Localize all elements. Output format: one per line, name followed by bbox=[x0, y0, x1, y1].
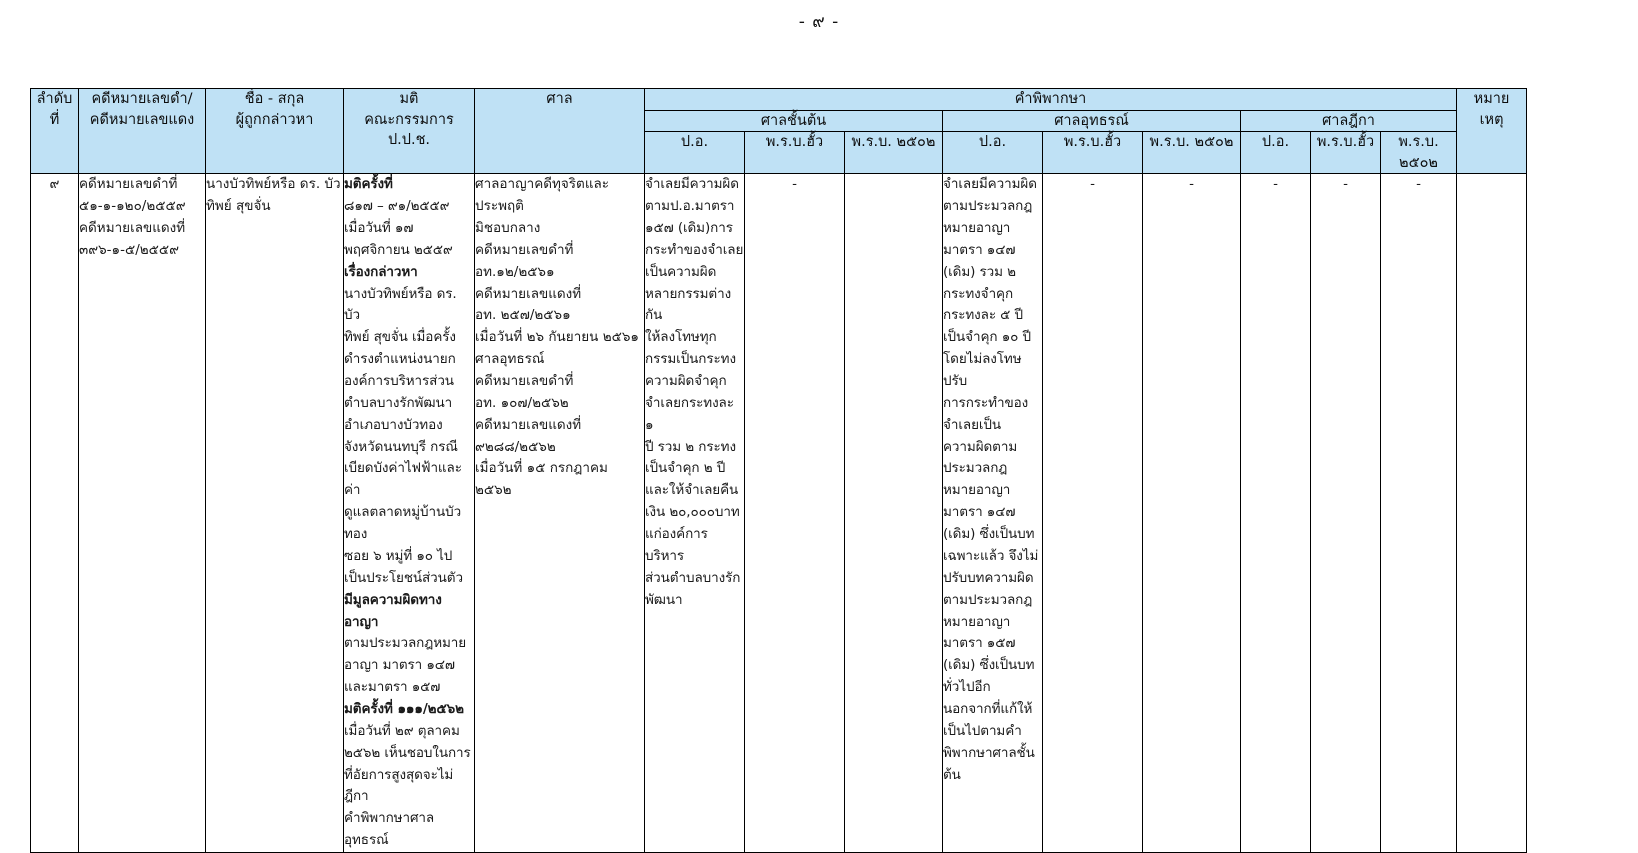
text-line: ๕๑-๑-๑๒๐/๒๕๕๙ bbox=[79, 198, 186, 215]
text-line: กระทงจำคุก bbox=[943, 285, 1014, 302]
header-appeal-prb-hua: พ.ร.บ.ฮั้ว bbox=[1043, 132, 1143, 174]
header-verdict-group: คำพิพากษา bbox=[645, 89, 1457, 111]
text-line: จำเลยมีความผิด bbox=[645, 176, 739, 193]
text-line: หมายอาญา bbox=[943, 613, 1011, 630]
header-supreme-prb-2502: พ.ร.บ. ๒๕๐๒ bbox=[1381, 132, 1457, 174]
table-body bbox=[31, 174, 1527, 853]
header-nacc-resolution: มติ คณะกรรมการ ป.ป.ช. bbox=[344, 89, 475, 174]
text-line: เมื่อวันที่ ๒๙ ตุลาคม bbox=[344, 722, 460, 739]
text-line: คดีหมายเลขแดงที่ bbox=[475, 416, 582, 433]
header-accused-name: ชื่อ - สกุล ผู้ถูกกล่าวหา bbox=[206, 89, 344, 174]
text-line: เมื่อวันที่ ๒๖ กันยายน ๒๕๖๑ bbox=[475, 329, 639, 346]
text-line: การกระทำของ bbox=[943, 394, 1029, 411]
cell-first-instance-prb-hua: - bbox=[745, 174, 845, 853]
page-number: - ๙ - bbox=[798, 12, 840, 32]
header-appeal-pao: ป.อ. bbox=[943, 132, 1043, 174]
text-line: ประมวลกฎ bbox=[943, 460, 1008, 477]
text-line: กรรมเป็นกระทง bbox=[645, 351, 736, 368]
cell-accused-name bbox=[206, 174, 344, 853]
text-line: ๓๙๖-๑-๕/๒๕๕๙ bbox=[79, 241, 179, 258]
text-line: ให้ลงโทษทุก bbox=[645, 329, 717, 346]
cell-first-instance-prb-2502 bbox=[845, 174, 943, 853]
text-line: (เดิม) รวม ๒ bbox=[943, 263, 1016, 280]
header-court-appeal: ศาลอุทธรณ์ bbox=[943, 110, 1241, 132]
header-supreme-prb-hua: พ.ร.บ.ฮั้ว bbox=[1311, 132, 1381, 174]
text-line: เฉพาะแล้ว จึงไม่ bbox=[943, 547, 1039, 564]
first-instance-pao-lines bbox=[645, 174, 744, 611]
text-line: ๑๕๗ (เดิม)การ bbox=[645, 220, 733, 237]
text-line: ตามประมวลกฎหมาย bbox=[344, 635, 467, 652]
text-line: ๙๒๘๘/๒๕๖๒ bbox=[475, 438, 556, 455]
header-court-first-instance: ศาลชั้นต้น bbox=[645, 110, 943, 132]
text-line: เป็นความผิด bbox=[645, 263, 717, 280]
text-line: และมาตรา ๑๕๗ bbox=[344, 679, 441, 696]
text-line: คดีหมายเลขดำที่ bbox=[79, 176, 178, 193]
text-line: แก่องค์การบริหาร bbox=[645, 526, 708, 564]
text-line: เบียดบังค่าไฟฟ้าและค่า bbox=[344, 460, 462, 499]
text-line: ความผิดตาม bbox=[943, 438, 1018, 455]
text-line: องค์การบริหารส่วน bbox=[344, 373, 454, 390]
text-line: มาตรา ๑๕๗ bbox=[943, 635, 1016, 652]
cell-seq: ๙ bbox=[31, 174, 79, 853]
text-line: จังหวัดนนทบุรี กรณี bbox=[344, 438, 458, 455]
text-line: คำพิพากษาศาลอุทธรณ์ bbox=[344, 810, 435, 849]
text-line: อาญา มาตรา ๑๔๗ bbox=[344, 657, 455, 674]
case-number-lines bbox=[79, 174, 205, 261]
header-seq: ลำดับ ที่ bbox=[31, 89, 79, 174]
text-line: คดีหมายเลขแดงที่ bbox=[79, 220, 186, 237]
cell-appeal-prb-hua: - bbox=[1043, 174, 1143, 853]
text-line: ดำรงตำแหน่งนายก bbox=[344, 351, 456, 368]
table-row bbox=[31, 174, 1527, 853]
text-line: อท.๑๒/๒๕๖๑ bbox=[475, 263, 555, 280]
text-line: เงิน ๒๐,๐๐๐บาท bbox=[645, 504, 740, 521]
verdict-summary-table bbox=[30, 88, 1527, 853]
text-line: ปรับบทความผิด bbox=[943, 569, 1034, 586]
text-line: และให้จำเลยคืน bbox=[645, 482, 739, 499]
text-line: ตามป.อ.มาตรา bbox=[645, 198, 735, 215]
text-line: จำเลยกระทงละ ๑ bbox=[645, 394, 734, 433]
appeal-pao-lines bbox=[943, 174, 1042, 786]
text-line: จำเลยมีความผิด bbox=[943, 176, 1037, 193]
text-line: ซอย ๖ หมู่ที่ ๑๐ ไป bbox=[344, 547, 453, 564]
text-line: ตามประมวลกฎ bbox=[943, 591, 1033, 608]
text-line: อท. ๒๕๗/๒๕๖๑ bbox=[475, 307, 571, 324]
text-line: ตำบลบางรักพัฒนา bbox=[344, 394, 453, 411]
header-remark: หมาย เหตุ bbox=[1457, 89, 1527, 174]
header-court: ศาล bbox=[475, 89, 645, 174]
text-line: ๒๕๖๒ เห็นชอบในการ bbox=[344, 744, 471, 761]
text-line: พิพากษาศาลชั้นต้น bbox=[943, 744, 1035, 783]
text-line: อำเภอบางบัวทอง bbox=[344, 416, 443, 433]
accused-name-lines bbox=[206, 174, 343, 218]
header-first-instance-pao: ป.อ. bbox=[645, 132, 745, 174]
text-line: นางบัวทิพย์หรือ ดร. บัว bbox=[344, 285, 457, 324]
text-line: เมื่อวันที่ ๑๗ bbox=[344, 220, 414, 237]
text-line: ๘๑๗ – ๙๑/๒๕๕๙ bbox=[344, 198, 450, 215]
text-line: หมายอาญา bbox=[943, 220, 1011, 237]
text-line: คดีหมายเลขดำที่ bbox=[475, 241, 574, 258]
text-line: มีมูลความผิดทางอาญา bbox=[344, 591, 442, 630]
cell-supreme-prb-2502: - bbox=[1381, 174, 1457, 853]
text-line: (เดิม) ซึ่งเป็นบท bbox=[943, 657, 1035, 674]
text-line: ปี รวม ๒ กระทง bbox=[645, 438, 736, 455]
text-line: พฤศจิกายน ๒๕๕๙ bbox=[344, 241, 453, 258]
text-line: เรื่องกล่าวหา bbox=[344, 263, 418, 280]
text-line: นางบัวทิพย์หรือ ดร. บัว bbox=[206, 176, 341, 193]
text-line: ตามประมวลกฎ bbox=[943, 198, 1033, 215]
text-line: มาตรา ๑๔๗ bbox=[943, 504, 1016, 521]
text-line: ศาลอาญาคดีทุจริตและประพฤติ bbox=[475, 176, 610, 215]
cell-nacc-resolution bbox=[344, 174, 475, 853]
header-appeal-prb-2502: พ.ร.บ. ๒๕๐๒ bbox=[1143, 132, 1241, 174]
text-line: เป็นจำคุก ๒ ปี bbox=[645, 460, 726, 477]
header-row-1 bbox=[31, 89, 1527, 111]
cell-supreme-pao: - bbox=[1241, 174, 1311, 853]
court-lines bbox=[475, 174, 644, 502]
text-line: ศาลอุทธรณ์ bbox=[475, 351, 545, 368]
cell-case-number bbox=[79, 174, 206, 853]
header-supreme-pao: ป.อ. bbox=[1241, 132, 1311, 174]
text-line: ส่วนตำบลบางรัก bbox=[645, 569, 741, 586]
header-first-instance-prb-hua: พ.ร.บ.ฮั้ว bbox=[745, 132, 845, 174]
text-line: พัฒนา bbox=[645, 591, 683, 608]
text-line: ดูแลตลาดหมู่บ้านบัวทอง bbox=[344, 504, 462, 543]
text-line: ทิพย์ สุขจั่น bbox=[206, 198, 271, 215]
cell-remark bbox=[1457, 174, 1527, 853]
document-table-container bbox=[30, 88, 1526, 853]
text-line: เป็นประโยชน์ส่วนตัว bbox=[344, 569, 463, 586]
text-line: มาตรา ๑๔๗ bbox=[943, 241, 1016, 258]
text-line: ที่อัยการสูงสุดจะไม่ฎีกา bbox=[344, 766, 454, 805]
text-line: ทั่วไปอีก bbox=[943, 679, 991, 696]
cell-appeal-pao bbox=[943, 174, 1043, 853]
text-line: ความผิดจำคุก bbox=[645, 373, 727, 390]
text-line: มิชอบกลาง bbox=[475, 220, 541, 237]
cell-supreme-prb-hua: - bbox=[1311, 174, 1381, 853]
text-line: เป็นไปตามคำ bbox=[943, 722, 1022, 739]
text-line: กระทงละ ๕ ปี bbox=[943, 307, 1023, 324]
text-line: หมายอาญา bbox=[943, 482, 1011, 499]
cell-court bbox=[475, 174, 645, 853]
text-line: คดีหมายเลขดำที่ bbox=[475, 373, 574, 390]
cell-appeal-prb-2502: - bbox=[1143, 174, 1241, 853]
text-line: ทิพย์ สุขจั่น เมื่อครั้ง bbox=[344, 329, 456, 346]
text-line: (เดิม) ซึ่งเป็นบท bbox=[943, 526, 1035, 543]
text-line: จำเลยเป็น bbox=[943, 416, 1002, 433]
header-court-supreme: ศาลฎีกา bbox=[1241, 110, 1457, 132]
text-line: มติครั้งที่ ๑๑๑/๒๕๖๒ bbox=[344, 700, 464, 717]
text-line: คดีหมายเลขแดงที่ bbox=[475, 285, 582, 302]
text-line: กระทำของจำเลย bbox=[645, 241, 744, 258]
table-header bbox=[31, 89, 1527, 174]
text-line: หลายกรรมต่างกัน bbox=[645, 285, 732, 324]
text-line: เป็นจำคุก ๑๐ ปี bbox=[943, 329, 1031, 346]
cell-first-instance-pao bbox=[645, 174, 745, 853]
text-line: นอกจากที่แก้ให้ bbox=[943, 700, 1033, 717]
text-line: เมื่อวันที่ ๑๕ กรกฎาคม ๒๕๖๒ bbox=[475, 460, 608, 499]
text-line: โดยไม่ลงโทษปรับ bbox=[943, 351, 1022, 390]
header-first-instance-prb-2502: พ.ร.บ. ๒๕๐๒ bbox=[845, 132, 943, 174]
header-case-number: คดีหมายเลขดำ/ คดีหมายเลขแดง bbox=[79, 89, 206, 174]
nacc-resolution-lines bbox=[344, 174, 474, 852]
text-line: อท. ๑๐๗/๒๕๖๒ bbox=[475, 394, 569, 411]
text-line: มติครั้งที่ bbox=[344, 176, 393, 193]
